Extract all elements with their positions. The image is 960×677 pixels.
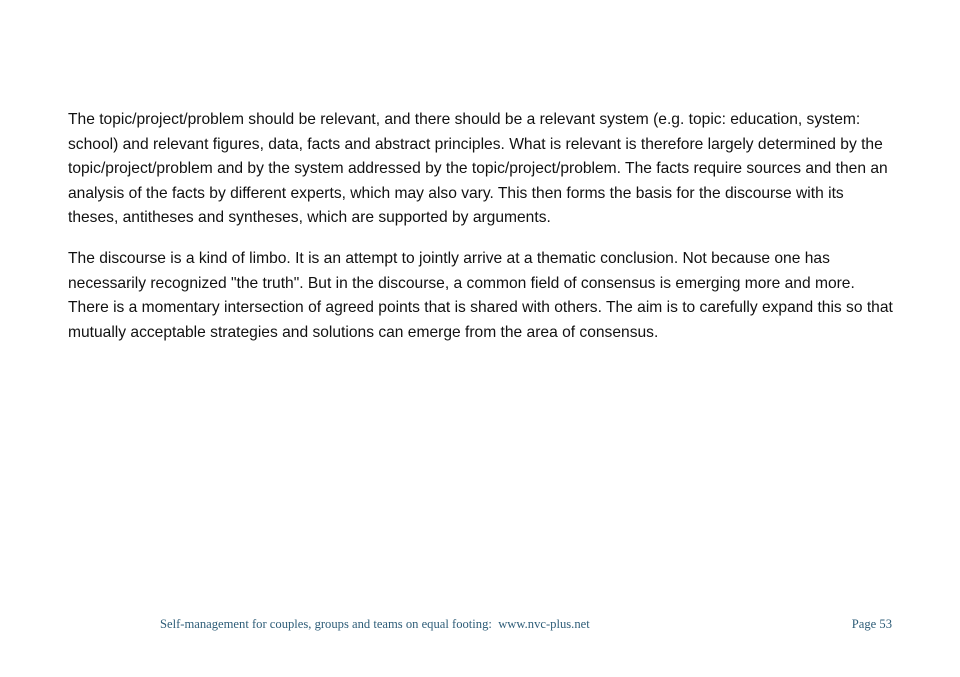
footer-text: Self-management for couples, groups and teams on equal footing: www.nvc-plus.net — [160, 617, 590, 631]
paragraph-discourse: The discourse is a kind of limbo. It is an attempt to jointly arrive at a thematic conclusion. Not because one has necessarily recognized "the truth". But in the discourse, a common field of consensus is emerging more and more. There is a momentary intersection of agreed points that is shared with others. The aim is to carefully expand this so that mutually acceptable strategies and solutions can emerge from the area of consensus. — [68, 249, 893, 341]
paragraph-relevance: The topic/project/problem should be relevant, and there should be a relevant system (e.g. topic: education, system: school) and relevant figures, data, facts and abstract principles. What is relevant is therefore largely determined by the topic/project/problem and by the system addressed by the topic/project/problem. The facts require sources and then an analysis of the facts by different experts, which may also vary. This then forms the basis for the discourse with its theses, antitheses and syntheses, which are supported by arguments. — [68, 111, 888, 227]
page-number: Page 53 — [851, 617, 892, 631]
body-text — [68, 108, 898, 361]
